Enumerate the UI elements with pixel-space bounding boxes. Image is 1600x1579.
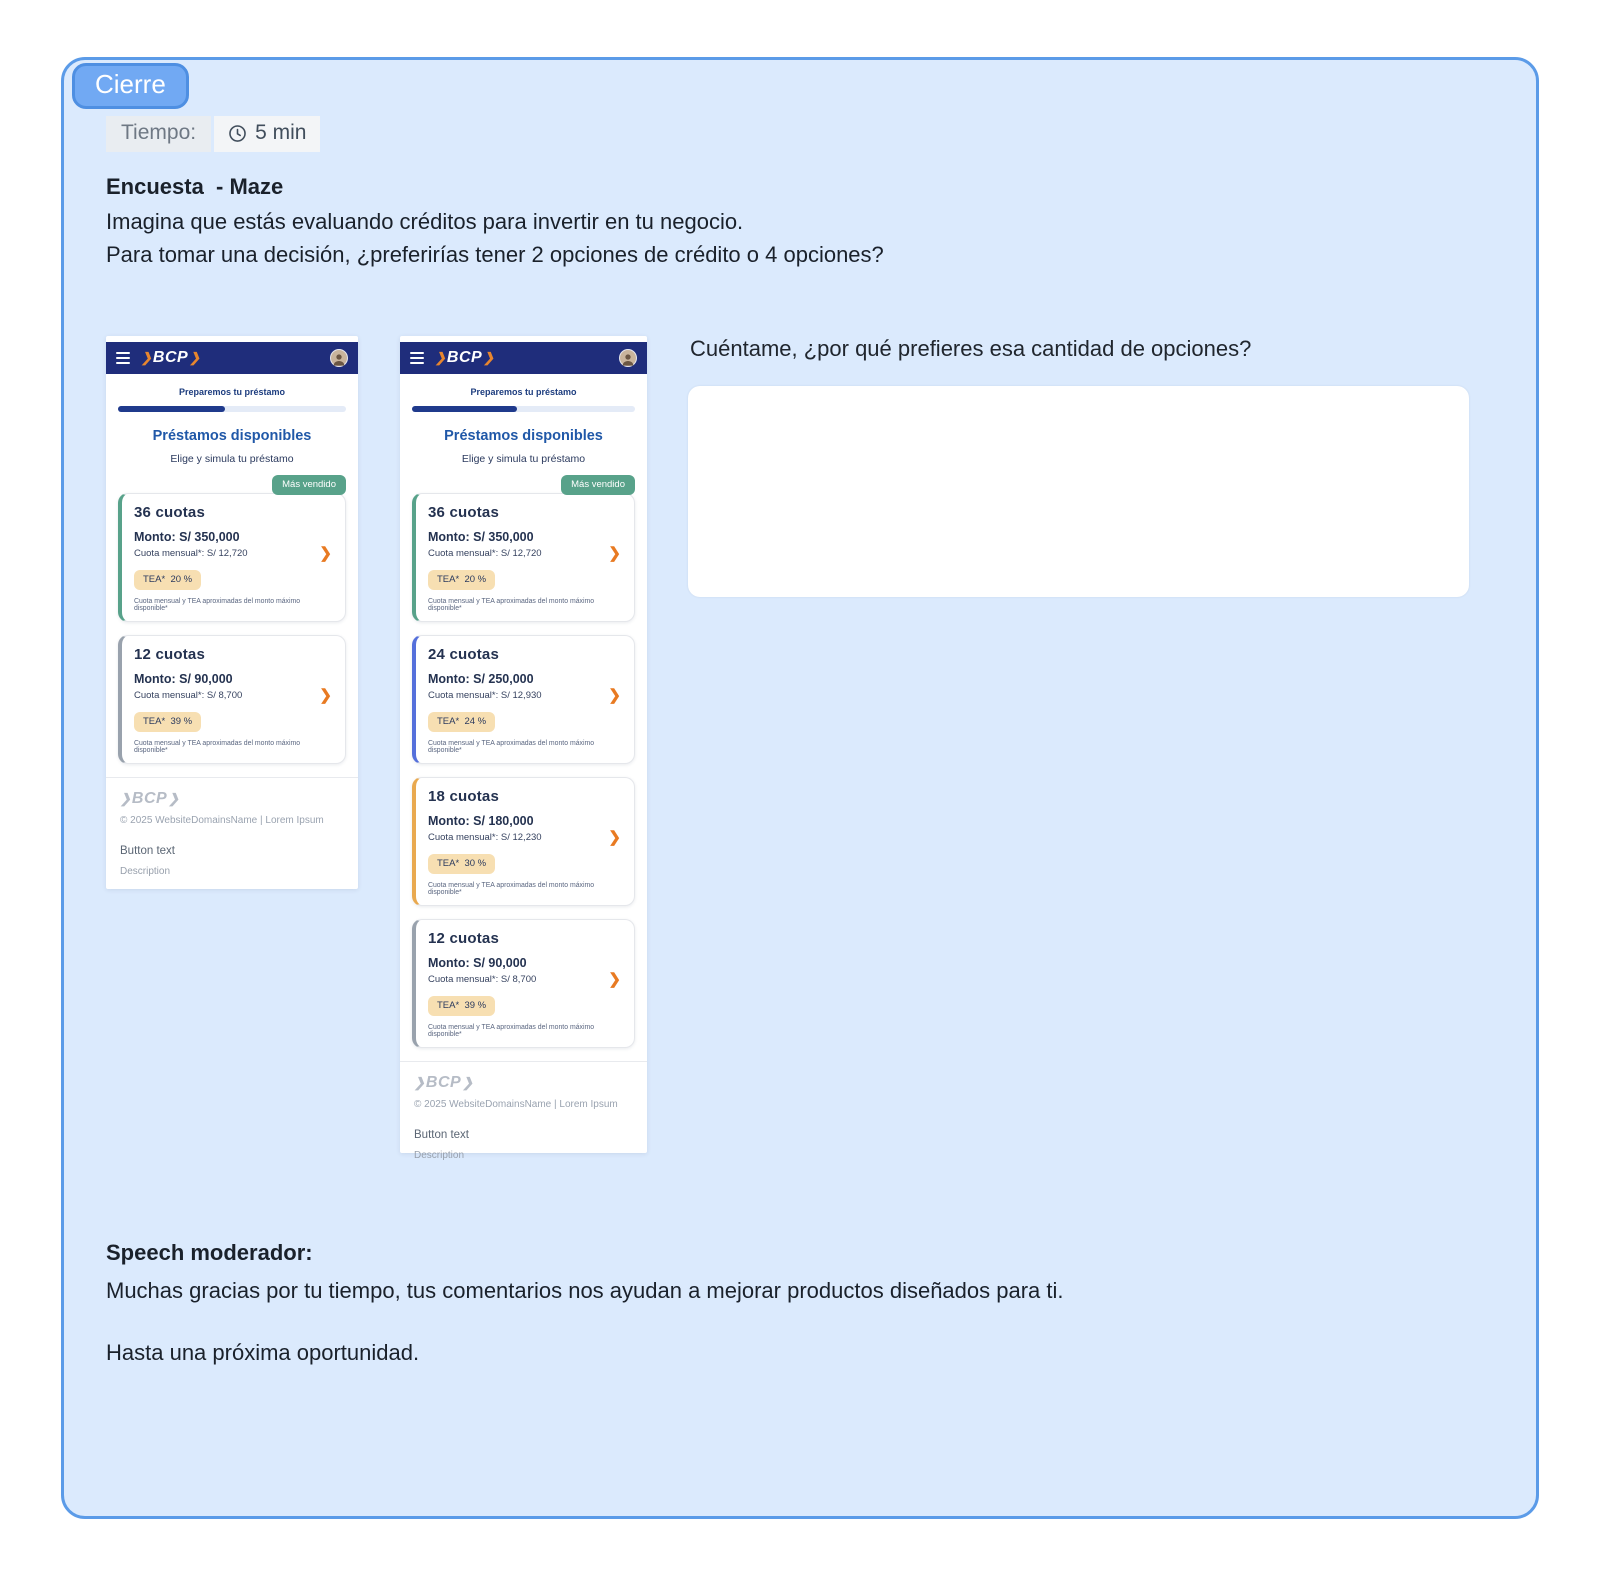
- person-icon: [331, 351, 347, 367]
- loan-disclaimer: Cuota mensual y TEA aproximadas del monto máximo disponible*: [134, 740, 301, 754]
- loan-card-12[interactable]: [118, 635, 346, 764]
- tea-badge: TEA* 20 %: [428, 570, 495, 590]
- app-header: [106, 342, 358, 374]
- loan-card-title: 24 cuotas: [428, 646, 499, 663]
- screen-subtitle: Elige y simula tu préstamo: [170, 453, 294, 465]
- screen-title: Préstamos disponibles: [444, 428, 603, 444]
- loan-card-12[interactable]: [412, 919, 635, 1048]
- bcp-footer-logo: [120, 790, 344, 808]
- loan-card-installment: Cuota mensual*: S/ 12,230: [428, 832, 542, 843]
- app-footer: [400, 1062, 647, 1161]
- logo-chevron-icon: ❯: [462, 1075, 474, 1090]
- logo-chevron-icon: ❯: [483, 350, 495, 365]
- loan-card-amount: Monto: S/ 180,000: [428, 814, 534, 828]
- loan-card-title: 12 cuotas: [428, 930, 499, 947]
- brand-name: BCP: [152, 349, 189, 366]
- tea-badge: TEA* 30 %: [428, 854, 495, 874]
- question-label: Cuéntame, ¿por qué prefieres esa cantidad de opciones?: [690, 336, 1252, 361]
- time-value: [214, 116, 320, 152]
- progress-bar: [118, 406, 346, 412]
- chevron-right-icon[interactable]: ❯: [319, 545, 332, 562]
- answer-input[interactable]: [688, 386, 1469, 597]
- step-label: Preparemos tu préstamo: [178, 387, 286, 397]
- intro-block: [106, 170, 884, 271]
- loan-card-installment: Cuota mensual*: S/ 12,720: [428, 548, 542, 559]
- speech-line-2: Hasta una próxima oportunidad.: [106, 1340, 420, 1365]
- step-label: Preparemos tu préstamo: [470, 387, 577, 397]
- loan-card-title: 18 cuotas: [428, 788, 499, 805]
- cierre-section-container: [61, 57, 1539, 1519]
- user-avatar[interactable]: [330, 349, 348, 367]
- loan-card-title: 12 cuotas: [134, 646, 205, 663]
- bcp-footer-logo: [414, 1074, 633, 1092]
- logo-chevron-icon: ❯: [435, 350, 446, 365]
- loan-card-installment: Cuota mensual*: S/ 12,930: [428, 690, 542, 701]
- speech-block: [106, 1240, 1064, 1366]
- clock-icon: [228, 124, 247, 143]
- best-seller-badge: Más vendido: [561, 475, 635, 495]
- progress-fill: [412, 406, 517, 412]
- tea-badge: TEA* 39 %: [134, 712, 201, 732]
- loan-disclaimer: Cuota mensual y TEA aproximadas del monto máximo disponible*: [134, 598, 301, 612]
- footer-button[interactable]: Button text: [414, 1129, 469, 1141]
- loan-card-amount: Monto: S/ 250,000: [428, 672, 534, 686]
- logo-chevron-icon: ❯: [189, 350, 201, 365]
- loan-disclaimer: Cuota mensual y TEA aproximadas del monto máximo disponible*: [428, 1024, 595, 1038]
- app-footer: [106, 778, 358, 877]
- loan-card-36[interactable]: [412, 493, 635, 622]
- person-icon: [620, 351, 636, 367]
- footer-description: Description: [120, 866, 171, 877]
- app-header: [400, 342, 647, 374]
- user-avatar[interactable]: [619, 349, 637, 367]
- chevron-right-icon[interactable]: ❯: [608, 971, 621, 988]
- loan-card-title: 36 cuotas: [134, 504, 205, 521]
- loan-card-36[interactable]: [118, 493, 346, 622]
- time-label: Tiempo:: [106, 116, 211, 152]
- footer-copyright: © 2025 WebsiteDomainsName | Lorem Ipsum: [120, 815, 324, 826]
- chevron-right-icon[interactable]: ❯: [319, 687, 332, 704]
- loan-card-amount: Monto: S/ 350,000: [134, 530, 240, 544]
- time-row: [106, 116, 320, 152]
- logo-chevron-icon: ❯: [120, 791, 131, 806]
- loan-disclaimer: Cuota mensual y TEA aproximadas del monto máximo disponible*: [428, 882, 595, 896]
- loan-card-amount: Monto: S/ 350,000: [428, 530, 534, 544]
- phone-mockup-4-options: [400, 336, 647, 1161]
- chevron-right-icon[interactable]: ❯: [608, 829, 621, 846]
- loan-card-amount: Monto: S/ 90,000: [134, 672, 233, 686]
- section-badge: Cierre: [72, 63, 189, 109]
- loan-disclaimer: Cuota mensual y TEA aproximadas del monto máximo disponible*: [428, 740, 595, 754]
- logo-chevron-icon: ❯: [414, 1075, 425, 1090]
- brand-name: BCP: [131, 790, 168, 807]
- loan-card-24[interactable]: [412, 635, 635, 764]
- logo-chevron-icon: ❯: [168, 791, 180, 806]
- footer-description: Description: [414, 1150, 465, 1161]
- progress-bar: [412, 406, 635, 412]
- loan-card-installment: Cuota mensual*: S/ 12,720: [134, 548, 248, 559]
- intro-line-1: Imagina que estás evaluando créditos para invertir en tu negocio.: [106, 209, 744, 234]
- tea-badge: TEA* 39 %: [428, 996, 495, 1016]
- best-seller-badge: Más vendido: [272, 475, 346, 495]
- tea-badge: TEA* 20 %: [134, 570, 201, 590]
- loan-disclaimer: Cuota mensual y TEA aproximadas del monto máximo disponible*: [428, 598, 595, 612]
- footer-copyright: © 2025 WebsiteDomainsName | Lorem Ipsum: [414, 1099, 618, 1110]
- brand-name: BCP: [425, 1074, 462, 1091]
- speech-title: Speech moderador:: [106, 1240, 313, 1265]
- loan-card-title: 36 cuotas: [428, 504, 499, 521]
- bcp-logo: [435, 349, 494, 367]
- intro-title: Encuesta - Maze: [106, 174, 284, 199]
- chevron-right-icon[interactable]: ❯: [608, 545, 621, 562]
- screen-subtitle: Elige y simula tu préstamo: [461, 453, 586, 465]
- logo-chevron-icon: ❯: [141, 350, 152, 365]
- intro-line-2: Para tomar una decisión, ¿preferirías tener 2 opciones de crédito o 4 opciones?: [106, 242, 884, 267]
- tea-badge: TEA* 24 %: [428, 712, 495, 732]
- speech-line-1: Muchas gracias por tu tiempo, tus comentarios nos ayudan a mejorar productos diseñados para ti.: [106, 1278, 1064, 1303]
- screen-title: Préstamos disponibles: [152, 428, 312, 444]
- loan-card-installment: Cuota mensual*: S/ 8,700: [428, 974, 537, 985]
- hamburger-menu-icon[interactable]: [410, 352, 424, 364]
- loan-card-installment: Cuota mensual*: S/ 8,700: [134, 690, 243, 701]
- footer-button[interactable]: Button text: [120, 845, 175, 857]
- hamburger-menu-icon[interactable]: [116, 352, 130, 364]
- loan-card-amount: Monto: S/ 90,000: [428, 956, 527, 970]
- progress-fill: [118, 406, 225, 412]
- loan-card-18[interactable]: [412, 777, 635, 906]
- brand-name: BCP: [446, 349, 483, 366]
- phone-mockup-2-options: [106, 336, 358, 889]
- bcp-logo: [141, 349, 200, 367]
- time-value-text: 5 min: [255, 121, 307, 144]
- chevron-right-icon[interactable]: ❯: [608, 687, 621, 704]
